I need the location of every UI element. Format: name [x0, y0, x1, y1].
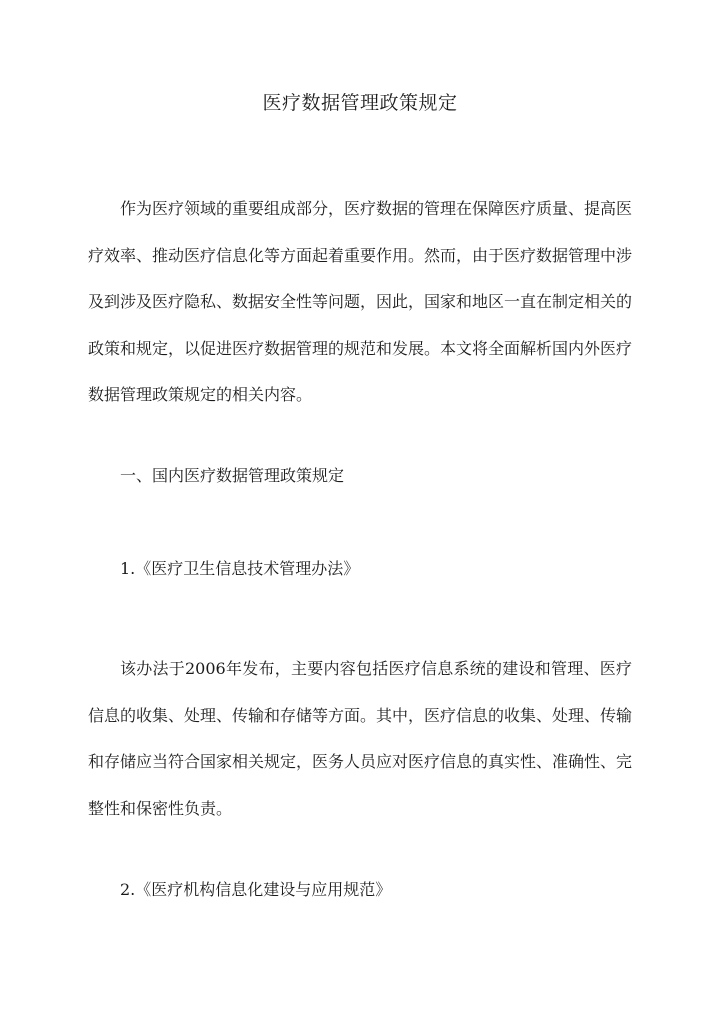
item-heading-1: 1.《医疗卫生信息技术管理办法》: [120, 559, 360, 578]
document-title: 医疗数据管理政策规定: [262, 92, 458, 114]
section-heading-domestic: 一、国内医疗数据管理政策规定: [120, 466, 345, 485]
item-heading-2: 2.《医疗机构信息化建设与应用规范》: [120, 880, 392, 899]
item-1-paragraph: 该办法于2006年发布，主要内容包括医疗信息系统的建设和管理、医疗信息的收集、处理、传输和存储等方面。其中，医疗信息的收集、处理、传输和存储应当符合国家相关规定，医务人员应对医疗信息的真实性、准确性、完整性和保密性负责。: [88, 659, 633, 818]
intro-paragraph: 作为医疗领域的重要组成部分，医疗数据的管理在保障医疗质量、提高医疗效率、推动医疗信息化等方面起着重要作用。然而，由于医疗数据管理中涉及到涉及医疗隐私、数据安全性等问题，因此，国家和地区一直在制定相关的政策和规定，以促进医疗数据管理的规范和发展。本文将全面解析国内外医疗数据管理政策规定的相关内容。: [88, 199, 633, 404]
